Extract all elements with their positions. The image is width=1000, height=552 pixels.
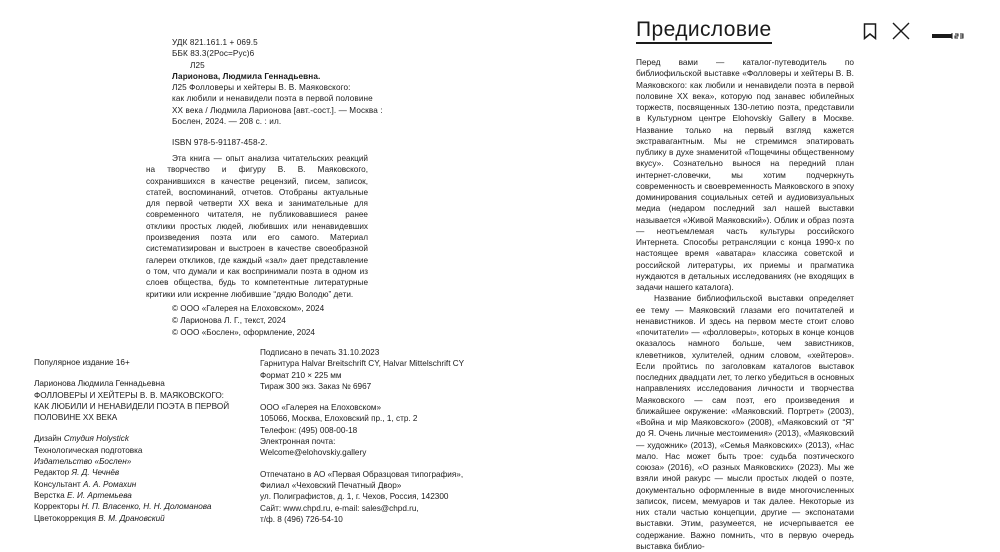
preface-title: Предисловие (636, 18, 772, 44)
output-data-right (260, 347, 490, 525)
preface-body (636, 57, 854, 552)
credit-line: Верстка Е. И. Артемьева (34, 490, 132, 500)
credit-line: Технологическая подготовка (34, 445, 143, 455)
printer-line: Отпечатано в АО «Первая Образцовая типография», (260, 469, 464, 479)
page-indicator-icon[interactable] (932, 27, 966, 35)
catalog-imprint (172, 37, 383, 149)
publisher-line: 105066, Москва, Елоховский пр., 1, стр. 2 (260, 414, 418, 424)
right-page (500, 0, 1000, 551)
record-line: Бослен, 2024. — 208 с. : ил. (172, 117, 282, 127)
author-mark: Л25 (190, 60, 205, 70)
printer-line: ул. Полиграфистов, д. 1, г. Чехов, Россия, 142300 (260, 492, 449, 502)
publisher-email: Welcome@elohovskiy.gallery (260, 448, 367, 458)
edition-type: Популярное издание 16+ (34, 358, 130, 367)
print-line: Подписано в печать 31.10.2023 (260, 348, 380, 357)
output-title-line: ПОЛОВИНЕ XX ВЕКА (34, 413, 118, 423)
print-line: Формат 210 × 225 мм (260, 370, 342, 380)
record-line: Л25 Фолловеры и хейтеры В. В. Маяковского: (172, 83, 351, 93)
copyright-line: © Ларионова Л. Г., текст, 2024 (172, 315, 286, 325)
record-line: как любили и ненавидели поэта в первой половине (172, 94, 373, 104)
publisher-line: Электронная почта: (260, 437, 336, 447)
copyright-block (172, 303, 368, 338)
close-icon[interactable] (892, 22, 910, 40)
publisher-line: ООО «Галерея на Елоховском» (260, 403, 382, 413)
publisher-line: Телефон: (495) 008-00-18 (260, 425, 358, 435)
printer-line: т/ф. 8 (496) 726-54-10 (260, 514, 343, 524)
preface-paragraph: Название библиофильской выставки определяет ее тему — Маяковский глазами его почитателей и ненавистников. И здесь на первом месте стоит слово «почитатели» — «фолловеры», которых в конце концов оказалось намного больше, чем завистников, клеветников, хулителей, одним словом, «хейтеров». Если пройтись по заголовкам каталогов выставок последних двадцати лет, то легко убедиться в основных направлениях исследования личности и творчества Маяковского — сам поэт, его произведения и ближайшее окружение: «Маяковский. Портрет» (2003), «Война и мір Маяковского» (2008), «Маяковский от “Я” до Я. Очень личные местоимения» (2013), «Маяковский — художник» (2013), «Семья Маяковских» (2013), «Нас мало. Нас может быть трое: судьба поэтического союза» (2016), «О разных Маяковских» (2023). Мы же взяли иной ракурс — мысли простых людей о поэте, документально оформленные в виде многочисленных записок, писем, мемуаров и так далее. Некоторые из них стали частью концепции, другие — экспонатами выставки. Этим, разумеется, не исчерпывается ее содержание. Важно помнить, что в первую очередь выставка библио- (636, 293, 854, 551)
left-page (0, 0, 500, 546)
bookmark-icon[interactable] (863, 23, 877, 40)
bbk-code: ББК 83.3(2Рос=Рус)6 (172, 49, 255, 59)
output-title-line: КАК ЛЮБИЛИ И НЕНАВИДЕЛИ ПОЭТА В ПЕРВОЙ (34, 401, 230, 411)
printer-line: Сайт: www.chpd.ru, e-mail: sales@chpd.ru, (260, 503, 419, 513)
credit-line: Корректоры Н. П. Власенко, Н. Н. Доломанова (34, 502, 212, 512)
output-data-left (34, 357, 244, 524)
credit-line: Консультант А. А. Ромахин (34, 479, 137, 489)
credit-line: Редактор Я. Д. Чечнёв (34, 468, 120, 478)
copyright-line: © ООО «Галерея на Елоховском», 2024 (172, 304, 325, 313)
record-author: Ларионова, Людмила Геннадьевна. (172, 71, 321, 81)
output-author: Ларионова Людмила Геннадьевна (34, 379, 165, 389)
record-line: XX века / Людмила Ларионова [авт.-сост.]. — Москва : (172, 105, 383, 115)
credit-line: Дизайн Студия Holystick (34, 434, 129, 444)
book-annotation: Эта книга — опыт анализа читательских реакций на творчество и фигуру В. В. Маяковского, сохранившихся в качестве рецензий, писем, записок, статей, воспоминаний, отчетов. Отобраны актуальные для первой четверти XX века и занимательные для современного читателя, не публиковавшиеся ранее отклики простых людей, любивших или ненавидевших произведения поэта или его самого. Материал систематизирован и выстроен в качестве своеобразной галереи откликов, где каждый «зал» дает представление о том, что думали и как воспринимали поэта в одном из слоев общества, будь то компетентные литературные критики или искренне любившие “дядю Володю” дети. (146, 154, 368, 299)
preface-paragraph: Перед вами — каталог-путеводитель по библиофильской выставке «Фолловеры и хейтеры В. В. Маяковского: как любили и ненавидели поэта в первой половине XX века», которую под занавес юбилейных торжеств, посвященных 130-летию поэта, представили в Культурном центре Elohovskiy Gallery в Москве. Название только на первый взгляд кажется экстравагантным. Мы не стремимся эпатировать публику в духе знаменитой «Пощечины общественному вкусу». Сознательно вынося на передний план интернет-словечки, мы хотим подчеркнуть современность и своевременность Маяковского в эпоху доминирования социальных сетей и аудиовизуальных медиа (недаром последний зал нашей выставки называется «Живой Маяковский»). Облик и образ поэта — неотъемлемая часть культуры российского Интернета. Способы ретрансляции с конца 1990-х по настоящее время «аватара» классика советской и российской литературы, их приемы и прагматика нуждаются в детальных исследованиях (не входящих в задачи нашего каталога). (636, 57, 854, 292)
udk-code: УДК 821.161.1 + 069.5 (172, 38, 258, 47)
credit-line: Цветокоррекция В. М. Драновский (34, 513, 165, 523)
print-line: Гарнитура Halvar Breitschrift CY, Halvar Mittelschrift CY (260, 359, 465, 369)
copyright-line: © ООО «Бослен», оформление, 2024 (172, 327, 315, 337)
credit-line: Издательство «Бослен» (34, 457, 132, 467)
output-title-line: ФОЛЛОВЕРЫ И ХЕЙТЕРЫ В. В. МАЯКОВСКОГО: (34, 390, 224, 400)
isbn: ISBN 978-5-91187-458-2. (172, 138, 268, 148)
printer-line: Филиал «Чеховский Печатный Двор» (260, 480, 402, 490)
print-line: Тираж 300 экз. Заказ № 6967 (260, 381, 372, 391)
